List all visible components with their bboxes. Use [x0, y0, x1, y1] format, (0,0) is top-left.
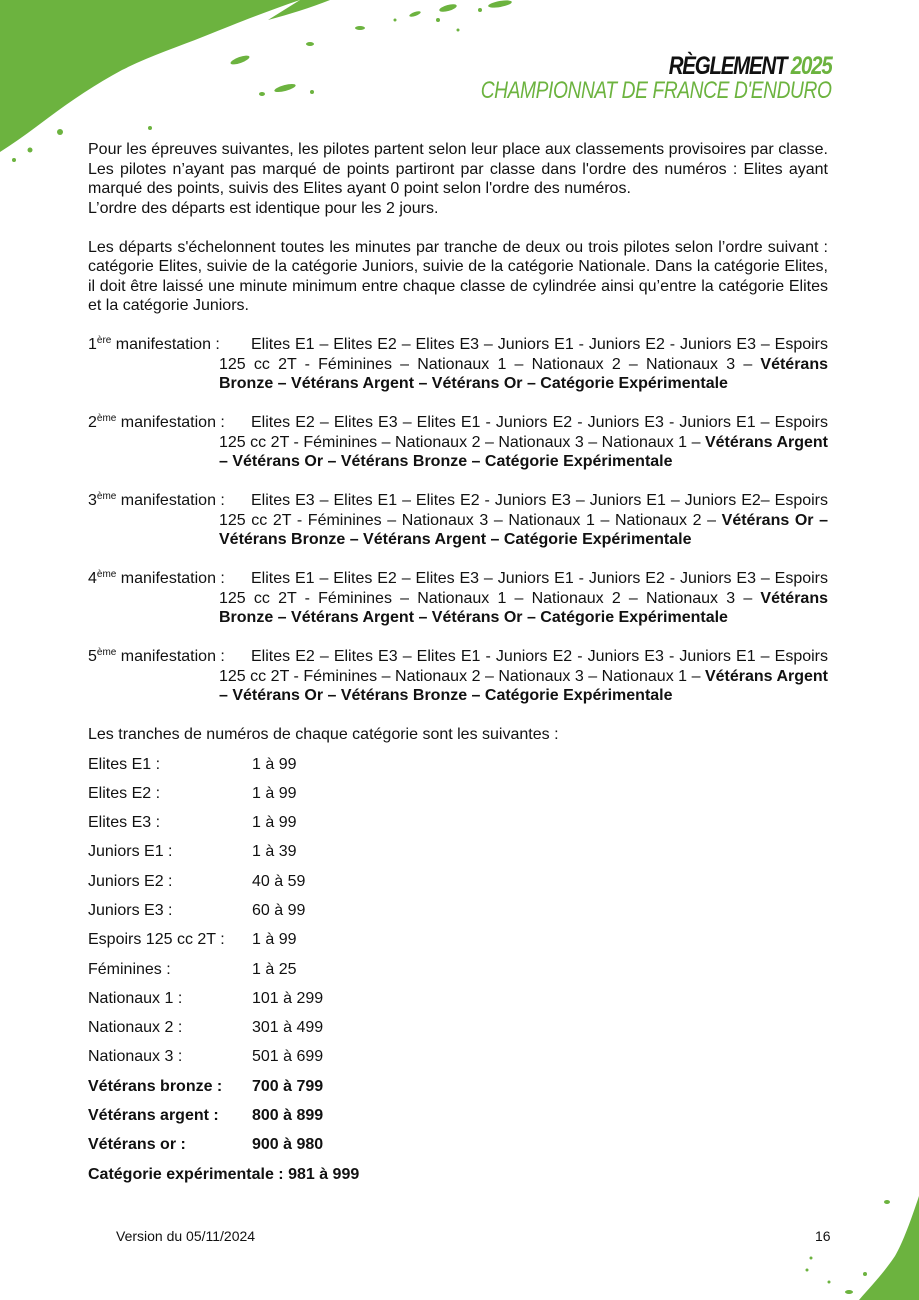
- paragraph-start-order: Pour les épreuves suivantes, les pilotes partent selon leur place aux classements provisoires par classe. Les pilotes n’ayant pas marqué de points partiront par classe dans l'ordre des numéros : Elites ayant marqué des points, suivis des Elites ayant 0 point selon l'ordre des numéros.: [88, 141, 828, 197]
- range-row: Elites E3 : 1 à 99: [88, 814, 297, 832]
- range-row: Elites E1 : 1 à 99: [88, 755, 297, 773]
- manifestation-3: [88, 491, 828, 550]
- range-row: Espoirs 125 cc 2T : 1 à 99: [88, 931, 297, 949]
- paragraph-departures: Les départs s'échelonnent toutes les minutes par tranche de deux ou trois pilotes selon l’ordre suivant : catégorie Elites, suivie de la catégorie Juniors, suivie de la catégorie Nationale. Dans la catégorie Elites, il doit être laissé une minute minimum entre chaque classe de cylindrée ainsi qu’entre la catégorie Elites et la catégorie Juniors.: [88, 238, 828, 314]
- range-row: Juniors E2 : 40 à 59: [88, 872, 306, 890]
- brush-decoration-bottom: [749, 1190, 919, 1300]
- range-row: Vétérans or : 900 à 980: [88, 1136, 324, 1154]
- manifestation-label: 1ère manifestation :: [88, 335, 220, 353]
- range-row-experimental: Catégorie expérimentale : 981 à 999: [88, 1165, 360, 1183]
- range-row: Elites E2 : 1 à 99: [88, 784, 297, 802]
- ranges-intro: Les tranches de numéros de chaque catégorie sont les suivantes :: [88, 726, 559, 743]
- manifestation-order: Elites E1 – Elites E2 – Elites E3 – Juniors E1 - Juniors E2 - Juniors E3 – Espoirs 125 cc 2T - Féminines – Nationaux 1 – Nationaux 2 – Nationaux 3 – Vétérans Bronze – Vétérans Argent – Vétérans Or – Catégorie Expérimentale: [219, 570, 828, 626]
- range-row: Juniors E3 : 60 à 99: [88, 901, 306, 919]
- range-row: Nationaux 2 : 301 à 499: [88, 1019, 324, 1037]
- document-header: [393, 54, 832, 103]
- header-title-year: 2025: [790, 52, 831, 80]
- page-number: 16: [815, 1228, 831, 1244]
- header-title: [471, 54, 831, 79]
- manifestation-2: [88, 413, 828, 472]
- document-body: [88, 140, 828, 1194]
- manifestation-order: Elites E2 – Elites E3 – Elites E1 - Juniors E2 - Juniors E3 - Juniors E1 – Espoirs 125 cc 2T - Féminines – Nationaux 2 – Nationaux 3 – Nationaux 1 – Vétérans Argent – Vétérans Or – Vétérans Bronze – Catégorie Expérimentale: [219, 414, 829, 470]
- range-row: Nationaux 1 : 101 à 299: [88, 989, 324, 1007]
- manifestation-label: 4ème manifestation :: [88, 569, 225, 587]
- manifestation-4: [88, 569, 828, 628]
- paragraph-same-order: L’ordre des départs est identique pour les 2 jours.: [88, 199, 439, 217]
- footer-version: Version du 05/11/2024: [116, 1228, 256, 1244]
- manifestation-order: Elites E1 – Elites E2 – Elites E3 – Juniors E1 - Juniors E2 - Juniors E3 – Espoirs 125 cc 2T - Féminines – Nationaux 1 – Nationaux 2 – Nationaux 3 – Vétérans Bronze – Vétérans Argent – Vétérans Or – Catégorie Expérimentale: [219, 336, 828, 392]
- manifestation-order: Elites E3 – Elites E1 – Elites E2 - Juniors E3 – Juniors E1 – Juniors E2– Espoirs 125 cc 2T - Féminines – Nationaux 3 – Nationaux 1 – Nationaux 2 – Vétérans Or – Vétérans Bronze – Vétérans Argent – Catégorie Expérimentale: [219, 492, 829, 548]
- range-row: Juniors E1 : 1 à 39: [88, 843, 297, 861]
- manifestation-label: 3ème manifestation :: [88, 491, 225, 509]
- range-row: Féminines : 1 à 25: [88, 960, 297, 978]
- manifestation-order: Elites E2 – Elites E3 – Elites E1 - Juniors E2 - Juniors E3 - Juniors E1 – Espoirs 125 cc 2T - Féminines – Nationaux 2 – Nationaux 3 – Nationaux 1 – Vétérans Argent – Vétérans Or – Vétérans Bronze – Catégorie Expérimentale: [219, 648, 829, 704]
- range-row: Vétérans argent : 800 à 899: [88, 1107, 324, 1125]
- range-row: Nationaux 3 : 501 à 699: [88, 1048, 324, 1066]
- header-subtitle: CHAMPIONNAT DE FRANCE D'ENDURO: [480, 77, 831, 104]
- manifestation-label: 2ème manifestation :: [88, 413, 225, 431]
- manifestation-5: [88, 647, 828, 706]
- manifestation-1: [88, 335, 828, 394]
- header-title-word: RÈGLEMENT: [668, 52, 786, 80]
- range-row: Vétérans bronze : 700 à 799: [88, 1077, 324, 1095]
- number-ranges-table: [88, 755, 828, 1194]
- manifestation-label: 5ème manifestation :: [88, 647, 225, 665]
